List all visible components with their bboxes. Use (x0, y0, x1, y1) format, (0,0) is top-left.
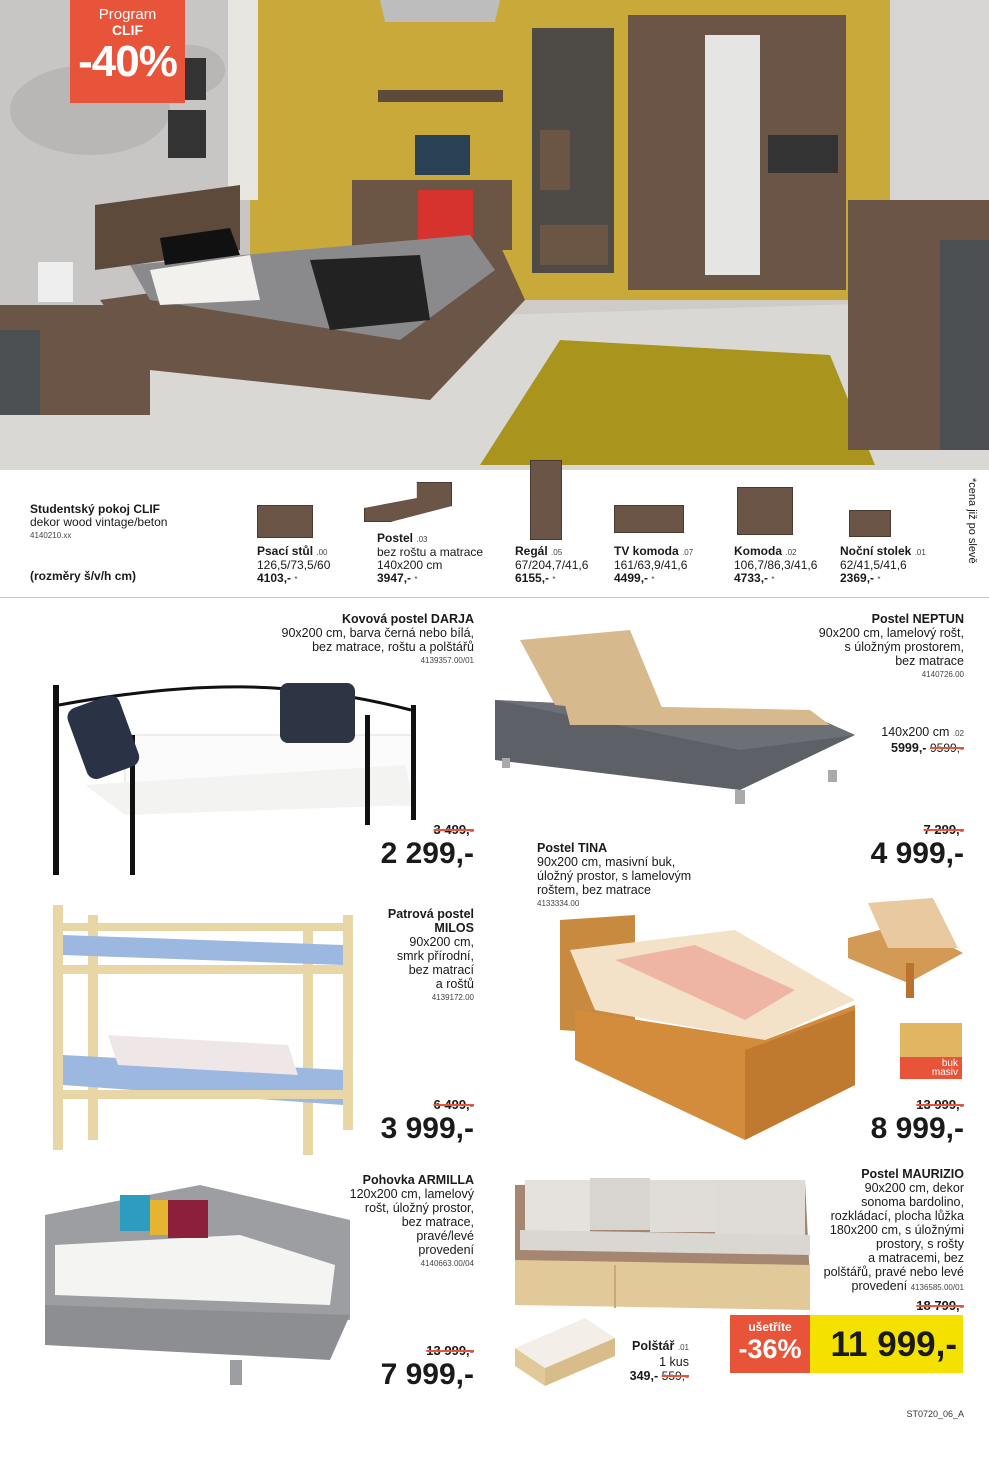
darja-price-block (381, 822, 474, 871)
shelf-thumbnail (530, 460, 562, 540)
item-price: 6155,- (515, 571, 550, 585)
maurizio-desc-5: prostory, s rošty (876, 1237, 964, 1251)
item-star: * (294, 575, 298, 584)
drawer-image (515, 1318, 615, 1388)
pillow-text (630, 1339, 689, 1383)
savings-percent: -36% (738, 1334, 802, 1364)
darja-desc-2: bez matrace, roštu a polštářů (312, 640, 474, 654)
item-dims: 62/41,5/41,6 (840, 558, 907, 572)
darja-desc-1: 90x200 cm, barva černá nebo bílá, (281, 626, 474, 640)
milos-price: 3 999,- (380, 1112, 474, 1145)
armilla-old-price: 13 999,- (426, 1343, 474, 1358)
milos-name-2: MILOS (434, 921, 474, 935)
neptun-variant-size: 140x200 cm (881, 725, 950, 739)
item-name: Komoda (734, 544, 782, 558)
milos-desc-1: 90x200 cm, (409, 935, 474, 949)
item-star: * (414, 575, 418, 584)
darja-text (174, 612, 474, 668)
milos-desc-4: a roštů (435, 977, 474, 991)
neptun-desc-3: bez matrace (895, 654, 964, 668)
maurizio-desc-2: sonoma bardolino, (861, 1195, 964, 1209)
darja-name: Kovová postel DARJA (342, 612, 474, 626)
tina-desc-1: 90x200 cm, masivní buk, (537, 855, 676, 869)
discount-badge (70, 0, 185, 103)
item-code: .02 (785, 548, 797, 557)
clif-code: 4140210.xx (30, 531, 72, 540)
milos-text (388, 907, 474, 1005)
tina-old-price: 13 999,- (916, 1097, 964, 1112)
clif-item-nightstand (840, 545, 926, 586)
maurizio-desc-6: a matracemi, bez (868, 1251, 964, 1265)
tina-name: Postel TINA (537, 841, 608, 855)
armilla-desc-5: provedení (418, 1243, 474, 1257)
dresser-thumbnail (737, 487, 793, 535)
page-code: ST0720_06_A (906, 1409, 964, 1419)
maurizio-text (824, 1167, 964, 1295)
item-code: .01 (914, 548, 926, 557)
desk-thumbnail (257, 505, 313, 538)
item-dims: 161/63,9/41,6 (614, 558, 688, 572)
tina-desc-2: úložný prostor, s lamelovým (537, 869, 692, 883)
neptun-name: Postel NEPTUN (871, 612, 964, 626)
darja-old-price: 3 499,- (433, 822, 474, 837)
pillow-qty: 1 kus (659, 1355, 689, 1369)
milos-name-1: Patrová postel (387, 907, 474, 921)
item-price: 4499,- (614, 571, 649, 585)
badge-program-text: Program (98, 6, 157, 23)
maurizio-price-box (810, 1315, 963, 1373)
maurizio-desc-8: provedení (851, 1279, 908, 1293)
beech-label (900, 1057, 962, 1079)
armilla-desc-3: bez matrace, (401, 1215, 474, 1229)
tina-desc-3: roštem, bez matrace (537, 883, 651, 897)
armilla-code: 4140663.00/04 (420, 1259, 474, 1268)
tina-storage-image (848, 898, 963, 998)
maurizio-desc-4: 180x200 cm, s úložnými (829, 1223, 964, 1237)
item-name: Postel (377, 531, 414, 545)
clif-item-tv-cabinet (614, 545, 693, 586)
milos-code: 4139172.00 (431, 993, 474, 1002)
pillow-old-price: 559,- (661, 1369, 689, 1383)
item-star: * (877, 575, 881, 584)
clif-title: Studentský pokoj CLIF (30, 502, 161, 516)
item-code: .07 (682, 548, 694, 557)
item-dims: 106,7/86,3/41,6 (734, 558, 818, 572)
milos-price-block (381, 1097, 474, 1146)
tina-text (537, 841, 691, 911)
clif-item-desk (257, 545, 330, 586)
maurizio-desc-1: 90x200 cm, dekor (864, 1181, 964, 1195)
pillow-code: .01 (677, 1343, 689, 1352)
armilla-price-block (381, 1343, 474, 1392)
beech-label-1: buk (941, 1058, 958, 1069)
armilla-desc-2: rošt, úložný prostor, (364, 1201, 474, 1215)
clif-item-dresser (734, 545, 817, 586)
item-code: .05 (551, 548, 563, 557)
maurizio-bed-image (510, 1170, 815, 1320)
maurizio-desc-3: rozkládací, plocha lůžka (830, 1209, 964, 1223)
milos-desc-3: bez matrací (408, 963, 474, 977)
neptun-variant (881, 725, 964, 755)
pillow-price: 349,- (629, 1369, 659, 1383)
item-dims: 140x200 cm (377, 558, 443, 572)
neptun-variant-code: .02 (952, 729, 964, 738)
milos-desc-2: smrk přírodní, (396, 949, 474, 963)
neptun-desc-1: 90x200 cm, lamelový rošt, (818, 626, 964, 640)
clif-item-shelf (515, 545, 588, 586)
item-desc: bez roštu a matrace (377, 545, 484, 559)
darja-price: 2 299,- (380, 837, 474, 870)
armilla-sofa-image (40, 1180, 355, 1390)
beech-wood-swatch (900, 1023, 962, 1079)
tina-price-block (871, 1097, 964, 1146)
item-star: * (651, 575, 655, 584)
milos-bunk-bed-image (48, 905, 358, 1155)
armilla-desc-1: 120x200 cm, lamelový (349, 1187, 474, 1201)
maurizio-name: Postel MAURIZIO (861, 1167, 964, 1181)
neptun-text (664, 612, 964, 682)
armilla-price: 7 999,- (380, 1358, 474, 1391)
neptun-variant-price: 5999,- (891, 741, 927, 755)
savings-label: ušetříte (748, 1320, 792, 1334)
item-dims: 67/204,7/41,6 (515, 558, 589, 572)
badge-clif-text: CLIF (111, 22, 144, 38)
darja-bed-image (45, 675, 425, 880)
item-name: Noční stolek (840, 544, 912, 558)
item-star: * (771, 575, 775, 584)
badge-discount-text: -40% (78, 37, 177, 86)
savings-badge (730, 1315, 810, 1373)
beech-label-2: masiv (931, 1067, 958, 1078)
item-star: * (552, 575, 556, 584)
maurizio-desc-7: polštářů, pravé nebo levé (823, 1265, 964, 1279)
neptun-price: 4 999,- (870, 837, 964, 870)
item-price: 2369,- (840, 571, 875, 585)
clif-heading (30, 503, 240, 542)
tv-cabinet-thumbnail (614, 505, 684, 533)
pillow-name: Polštář (632, 1339, 675, 1353)
item-dims: 126,5/73,5/60 (257, 558, 331, 572)
item-code: .03 (416, 535, 428, 544)
neptun-variant-old: 9599,- (929, 741, 964, 755)
item-price: 4733,- (734, 571, 769, 585)
clif-subtitle: dekor wood vintage/beton (30, 515, 168, 529)
armilla-desc-4: pravé/levé (416, 1229, 474, 1243)
neptun-code: 4140726.00 (921, 670, 964, 679)
tina-price: 8 999,- (870, 1112, 964, 1145)
tina-bed-image (555, 910, 860, 1145)
milos-old-price: 6 499,- (433, 1097, 474, 1112)
nightstand-thumbnail (849, 510, 891, 537)
neptun-price-block (871, 822, 964, 871)
armilla-text (350, 1173, 474, 1271)
item-price: 3947,- (377, 571, 412, 585)
item-name: Regál (515, 544, 548, 558)
maurizio-price: 11 999,- (830, 1325, 957, 1364)
item-price: 4103,- (257, 571, 292, 585)
neptun-old-price: 7 299,- (923, 822, 964, 837)
tina-code: 4133334.00 (537, 899, 580, 908)
hero-room-photo (0, 0, 989, 470)
item-name: Psací stůl (257, 544, 314, 558)
neptun-desc-2: s úložným prostorem, (844, 640, 964, 654)
darja-code: 4139357.00/01 (420, 656, 474, 665)
clif-item-bed (377, 532, 483, 586)
price-side-note: *cena již po slevě (966, 478, 978, 564)
armilla-name: Pohovka ARMILLA (362, 1173, 474, 1187)
item-code: .00 (316, 548, 328, 557)
maurizio-old-price: 18 799,- (916, 1298, 964, 1313)
item-name: TV komoda (614, 544, 679, 558)
maurizio-code: 4136585.00/01 (910, 1283, 964, 1292)
clif-dims-note: (rozměry š/v/h cm) (30, 569, 137, 583)
